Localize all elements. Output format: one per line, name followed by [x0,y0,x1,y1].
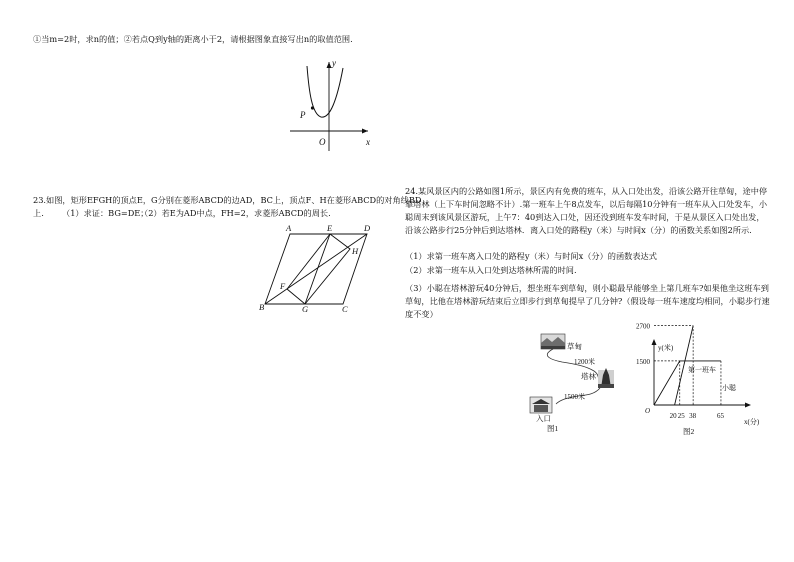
origin-label: O [319,137,326,147]
q22-text: ①当m=2时，求n的值；②若点Q到y轴的距离小于2，请根据图象直接写出n的取值范围. [33,34,353,44]
label-F: F [280,281,286,291]
talin-label: 塔林 [581,372,596,381]
q24-part2: （2）求第一班车从入口处到达塔林所需的时间. [405,265,577,275]
figure1-caption: 图1 [547,424,559,433]
x-axis-arrow [745,403,751,408]
tick-x-25: 25 [677,412,685,420]
label-D: D [364,223,371,233]
x-axis-label: x [366,137,370,147]
label-G: G [302,304,309,314]
y-axis-arrow [652,339,657,345]
point-p-label: P [300,110,306,120]
bus-series-label: 第一班车 [688,366,716,374]
tick-x-38: 38 [689,412,697,420]
q23-part1: （1）求证：BG=DE； [62,208,149,218]
q23-part2: （2）若E为AD中点，FH=2，求菱形ABCD的周长. [140,208,331,218]
label-A: A [286,223,292,233]
q24-part3: （3）小聪在塔林游玩40分钟后，想坐班车到草甸，则小聪最早能够坐上第几班车?如果他坐这班车到草甸，比他在塔林游玩结束后立即步行到草甸提早了几分钟?（假设每一班车速度均相同，小聪步行速度不变） [405,283,770,319]
q23-line1: 23.如图，矩形EFGH的顶点E，G分别在菱形ABCD的边AD，BC上，顶点F、H在菱形ABCD的对角线BD [33,195,422,205]
caodian-label: 草甸 [567,342,582,351]
entrance-label: 入口 [536,414,551,423]
distance-1500-label: 1500米 [564,393,585,401]
y-axis-label: y [332,58,336,68]
q24-part1: （1）求第一班车离入口处的路程y（米）与时间x（分）的函数表达式 [405,251,657,261]
tick-x-65: 65 [716,412,724,420]
distance-1200-label: 1200米 [574,358,595,366]
tick-x-20: 20 [669,412,677,420]
label-H: H [352,246,359,256]
tick-y-1500: 1500 [636,357,650,366]
figure2-caption: 图2 [683,427,695,436]
q24-paragraph: 24.某风景区内的公路如图1所示，景区内有免费的班车，从入口处出发，沿该公路开往草甸，途中停靠塔林（上下车时间忽略不计）.第一班车上午8点发车，以后每隔10分钟有一班车从入口处发车，小聪周末到该风景区游玩，上午7：40到达入口处，因还没到班车发车时间，于是从景区入口处出发，沿该公路步行25分钟后到达塔林．离入口处的路程y（米）与时间x（分）的函数关系如图2所示. [405,186,768,235]
tick-y-2700: 2700 [636,322,650,331]
label-E: E [327,223,333,233]
y-axis-title: y(米) [658,344,674,352]
walker-series-label: 小聪 [722,384,736,392]
q23-line2: 上. [33,208,44,218]
x-axis-title: x(分) [744,418,760,426]
label-B: B [259,302,265,312]
label-C: C [342,304,348,314]
origin-label: O [645,407,651,415]
